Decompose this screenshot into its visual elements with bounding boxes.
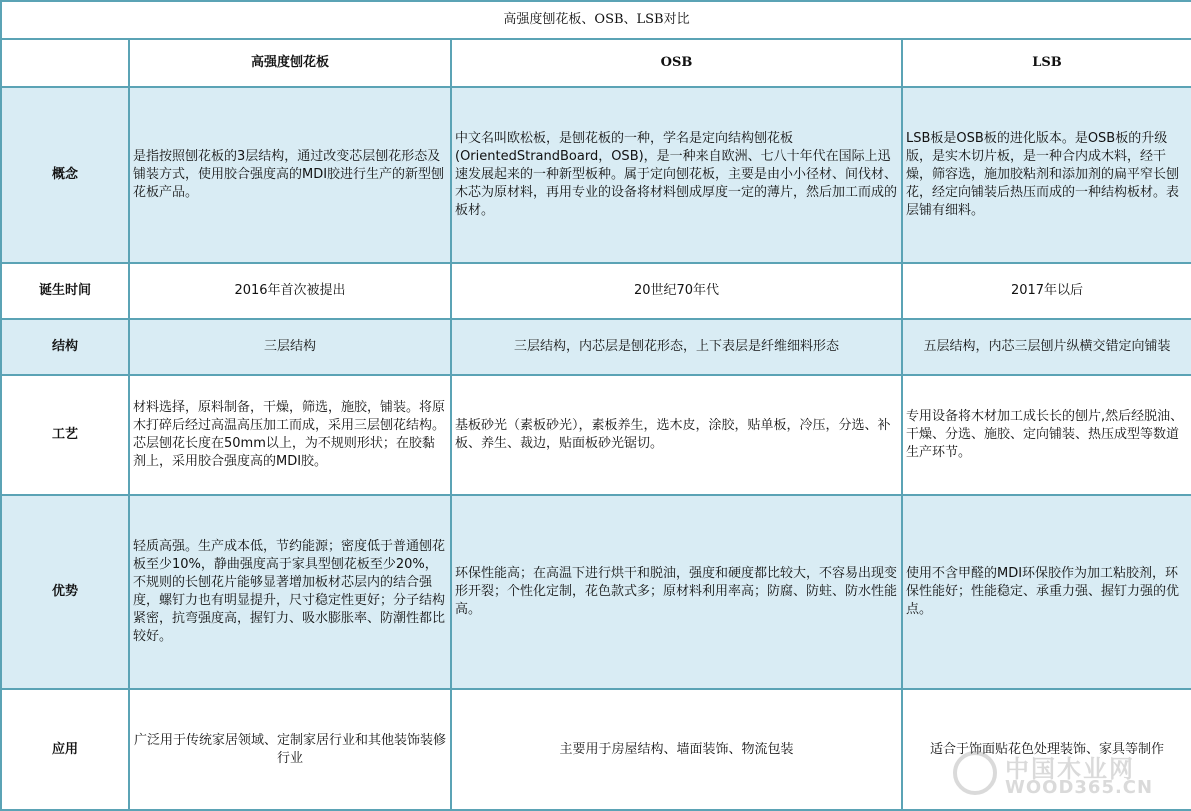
row-origin-time [1, 263, 1191, 319]
cell-high-strength: 材料选择，原料制备，干燥，筛选，施胶，铺装。将原木打碎后经过高温高压加工而成，采用三层刨花结构。芯层刨花长度在50mm以上，为不规则形状；在胶黏剂上，采用胶合强度高的MDI胶。 [129, 375, 451, 495]
cell-high-strength: 广泛用于传统家居领域、定制家居行业和其他装饰装修行业 [129, 689, 451, 810]
cell-lsb: 专用设备将木材加工成长长的刨片,然后经脱油、干燥、分选、施胶、定向铺装、热压成型等数道生产环节。 [902, 375, 1191, 495]
header-high-strength-particleboard: 高强度刨花板 [129, 39, 451, 87]
header-row [1, 39, 1191, 87]
cell-osb: 主要用于房屋结构、墙面装饰、物流包装 [451, 689, 902, 810]
cell-lsb: 使用不含甲醛的MDI环保胶作为加工粘胶剂，环保性能好；性能稳定、承重力强、握钉力强的优点。 [902, 495, 1191, 689]
watermark [943, 743, 1173, 803]
row-process [1, 375, 1191, 495]
cell-high-strength: 是指按照刨花板的3层结构，通过改变芯层刨花形态及铺装方式，使用胶合强度高的MDI胶进行生产的新型刨花板产品。 [129, 87, 451, 263]
row-label: 概念 [1, 87, 129, 263]
header-osb: OSB [451, 39, 902, 87]
cell-high-strength: 2016年首次被提出 [129, 263, 451, 319]
row-structure [1, 319, 1191, 375]
cell-high-strength: 三层结构 [129, 319, 451, 375]
row-label: 应用 [1, 689, 129, 810]
cell-lsb: 五层结构，内芯三层刨片纵横交错定向铺装 [902, 319, 1191, 375]
row-concept [1, 87, 1191, 263]
row-label: 工艺 [1, 375, 129, 495]
cell-osb: 中文名叫欧松板，是刨花板的一种，学名是定向结构刨花板(OrientedStrandBoard，OSB)，是一种来自欧洲、七八十年代在国际上迅速发展起来的一种新型板种。属于定向刨花板，主要是由小小径材、间伐材、 木芯为原材料，再用专业的设备将材料刨成厚度一定的薄片，然后加工而成的板材。 [451, 87, 902, 263]
watermark-logo-icon [953, 751, 997, 795]
cell-lsb: 适合于饰面贴花色处理装饰、家具等制作 [902, 689, 1191, 810]
row-label: 诞生时间 [1, 263, 129, 319]
cell-osb: 20世纪70年代 [451, 263, 902, 319]
watermark-cn: 中国木业网 [1005, 755, 1135, 783]
watermark-en: WOOD365.CN [1005, 777, 1154, 798]
cell-high-strength: 轻质高强。生产成本低，节约能源；密度低于普通刨花板至少10%，静曲强度高于家具型刨花板至少20%，不规则的长刨花片能够显著增加板材芯层内的结合强度，螺钉力也有明显提升，尺寸稳定性更好；分子结构紧密，抗弯强度高，握钉力、吸水膨胀率、防潮性都比较好。 [129, 495, 451, 689]
row-advantages [1, 495, 1191, 689]
cell-lsb: LSB板是OSB板的进化版本。是OSB板的升级版，是实木切片板，是一种合内成木料，经干燥，筛容选，施加胶粘剂和添加剂的扁平窄长刨花，经定向铺装后热压而成的一种结构板材。表层铺有细料。 [902, 87, 1191, 263]
table-title: 高强度刨花板、OSB、LSB对比 [1, 1, 1191, 39]
cell-osb: 环保性能高；在高温下进行烘干和脱油，强度和硬度都比较大，不容易出现变形开裂；个性化定制，花色款式多；原材料利用率高；防腐、防蛀、防水性能高。 [451, 495, 902, 689]
cell-lsb: 2017年以后 [902, 263, 1191, 319]
cell-osb: 基板砂光（素板砂光），素板养生，选木皮，涂胶，贴单板，冷压，分选、补板、养生、裁边，贴面板砂光锯切。 [451, 375, 902, 495]
title-row [1, 1, 1191, 39]
row-label: 结构 [1, 319, 129, 375]
row-label: 优势 [1, 495, 129, 689]
header-lsb: LSB [902, 39, 1191, 87]
cell-osb: 三层结构，内芯层是刨花形态，上下表层是纤维细料形态 [451, 319, 902, 375]
header-empty [1, 39, 129, 87]
